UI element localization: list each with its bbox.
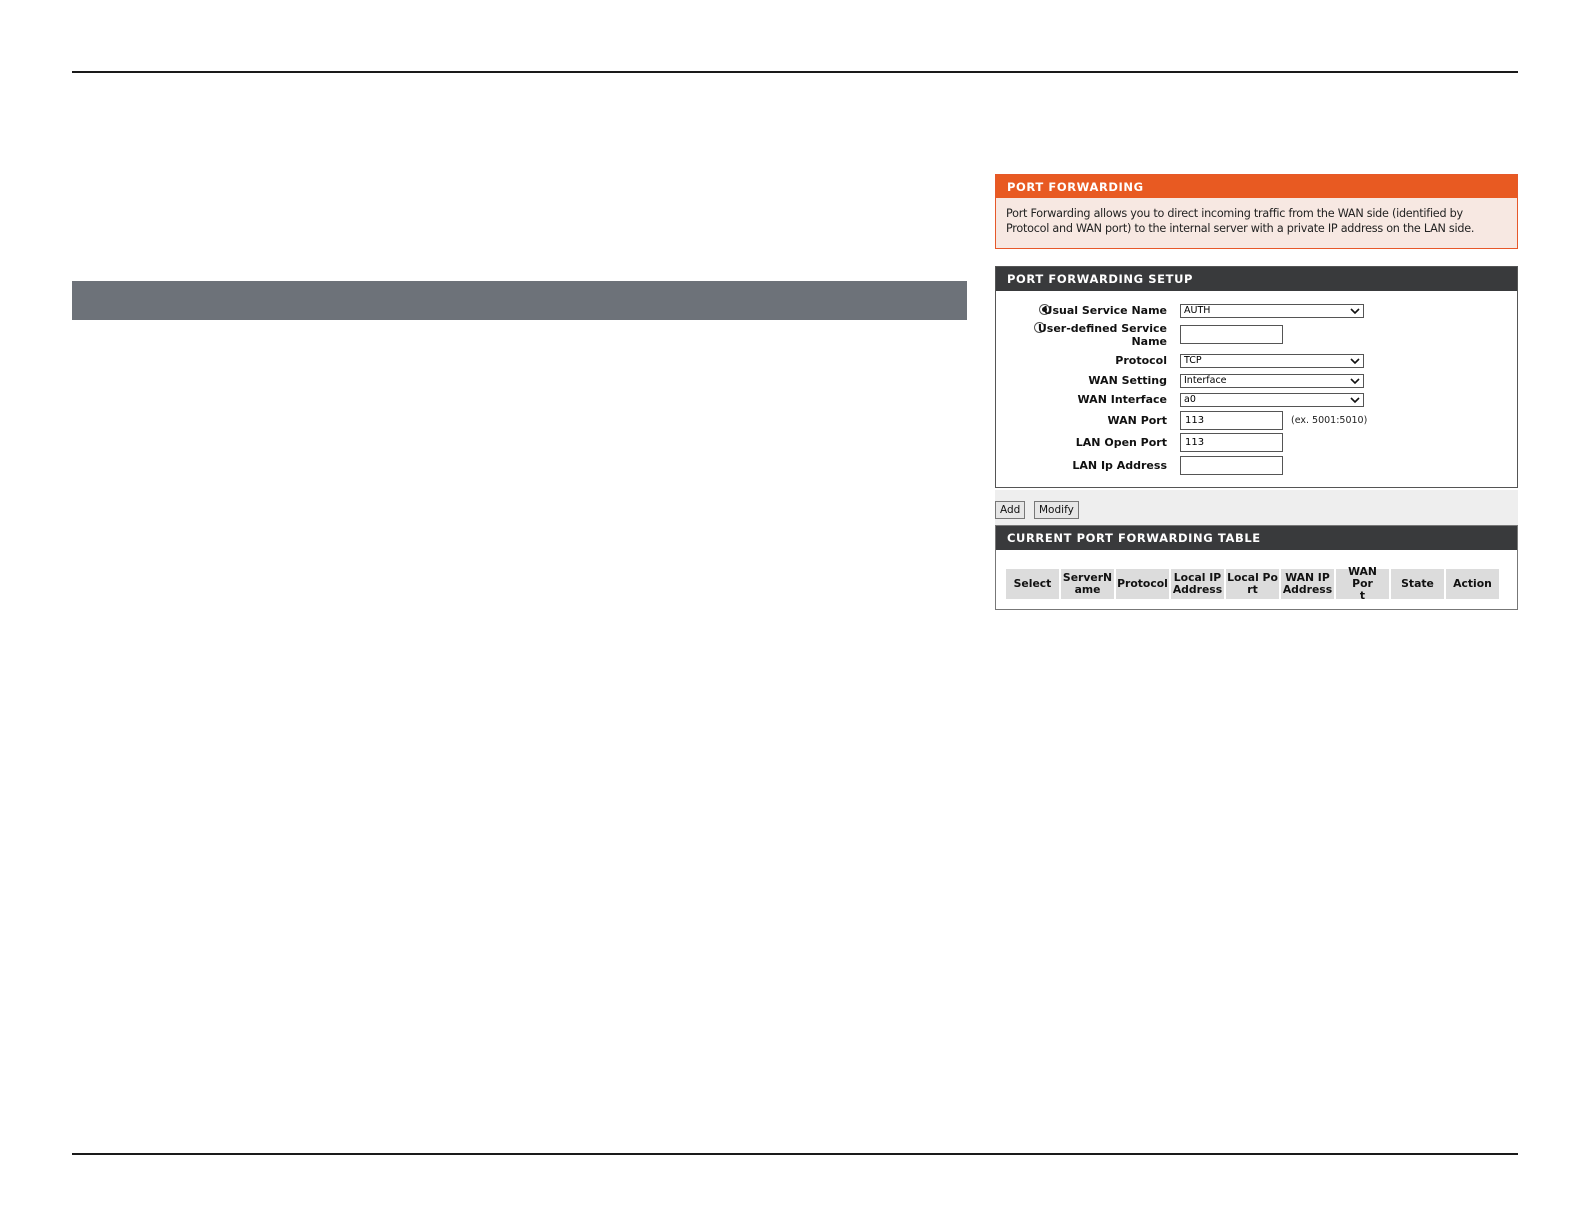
user-defined-label-line2: Name — [1131, 335, 1167, 348]
col-action: Action — [1446, 569, 1499, 599]
chevron-down-icon — [1350, 395, 1360, 405]
usual-service-label: Usual Service Name — [1043, 304, 1167, 317]
usual-service-select[interactable] — [1180, 304, 1364, 318]
lan-ip-address-label: LAN Ip Address — [1072, 459, 1167, 472]
col-state: State — [1391, 569, 1444, 599]
user-defined-label-line1: User-defined Service — [1037, 322, 1167, 335]
col-protocol: Protocol — [1116, 569, 1169, 599]
lan-open-port-input[interactable]: 113 — [1180, 433, 1283, 452]
col-servername: ServerN ame — [1061, 569, 1114, 599]
lan-open-port-label: LAN Open Port — [1075, 436, 1167, 449]
modify-button[interactable]: Modify — [1034, 501, 1079, 519]
protocol-select[interactable] — [1180, 354, 1364, 368]
wan-interface-value: a0 — [1184, 394, 1196, 405]
port-forwarding-title: PORT FORWARDING — [996, 175, 1517, 198]
port-forwarding-info-panel — [995, 174, 1518, 249]
col-local-ip-address: Local IP Address — [1171, 569, 1224, 599]
wan-setting-select[interactable] — [1180, 374, 1364, 388]
col-wan-port: WAN Por t — [1336, 569, 1389, 599]
add-button[interactable]: Add — [995, 501, 1025, 519]
current-port-forwarding-table-panel — [995, 525, 1518, 610]
section-banner — [72, 281, 967, 320]
table-header-row — [1006, 565, 1499, 602]
button-bar — [995, 490, 1518, 525]
port-forwarding-setup-panel — [995, 266, 1518, 488]
wan-setting-label: WAN Setting — [1088, 374, 1167, 387]
wan-port-label: WAN Port — [1107, 414, 1167, 427]
port-forwarding-description: Port Forwarding allows you to direct incoming traffic from the WAN side (identified by Protocol and WAN port) to the internal server with a private IP address on the LAN side. — [1006, 207, 1475, 235]
col-select: Select — [1006, 569, 1059, 599]
chevron-down-icon — [1350, 376, 1360, 386]
col-local-port: Local Po rt — [1226, 569, 1279, 599]
user-defined-service-input[interactable] — [1180, 325, 1283, 344]
wan-port-input[interactable]: 113 — [1180, 411, 1283, 430]
wan-interface-label: WAN Interface — [1077, 393, 1167, 406]
table-title: CURRENT PORT FORWARDING TABLE — [996, 526, 1517, 550]
protocol-value: TCP — [1184, 355, 1202, 366]
usual-service-value: AUTH — [1184, 305, 1211, 316]
col-wan-ip-address: WAN IP Address — [1281, 569, 1334, 599]
bottom-rule — [72, 1153, 1518, 1155]
protocol-label: Protocol — [1115, 354, 1167, 367]
wan-port-hint: (ex. 5001:5010) — [1291, 415, 1368, 426]
lan-ip-address-input[interactable] — [1180, 456, 1283, 475]
chevron-down-icon — [1350, 306, 1360, 316]
setup-title: PORT FORWARDING SETUP — [996, 267, 1517, 291]
wan-interface-select[interactable] — [1180, 393, 1364, 407]
wan-setting-value: Interface — [1184, 375, 1227, 386]
chevron-down-icon — [1350, 356, 1360, 366]
top-rule — [72, 71, 1518, 73]
